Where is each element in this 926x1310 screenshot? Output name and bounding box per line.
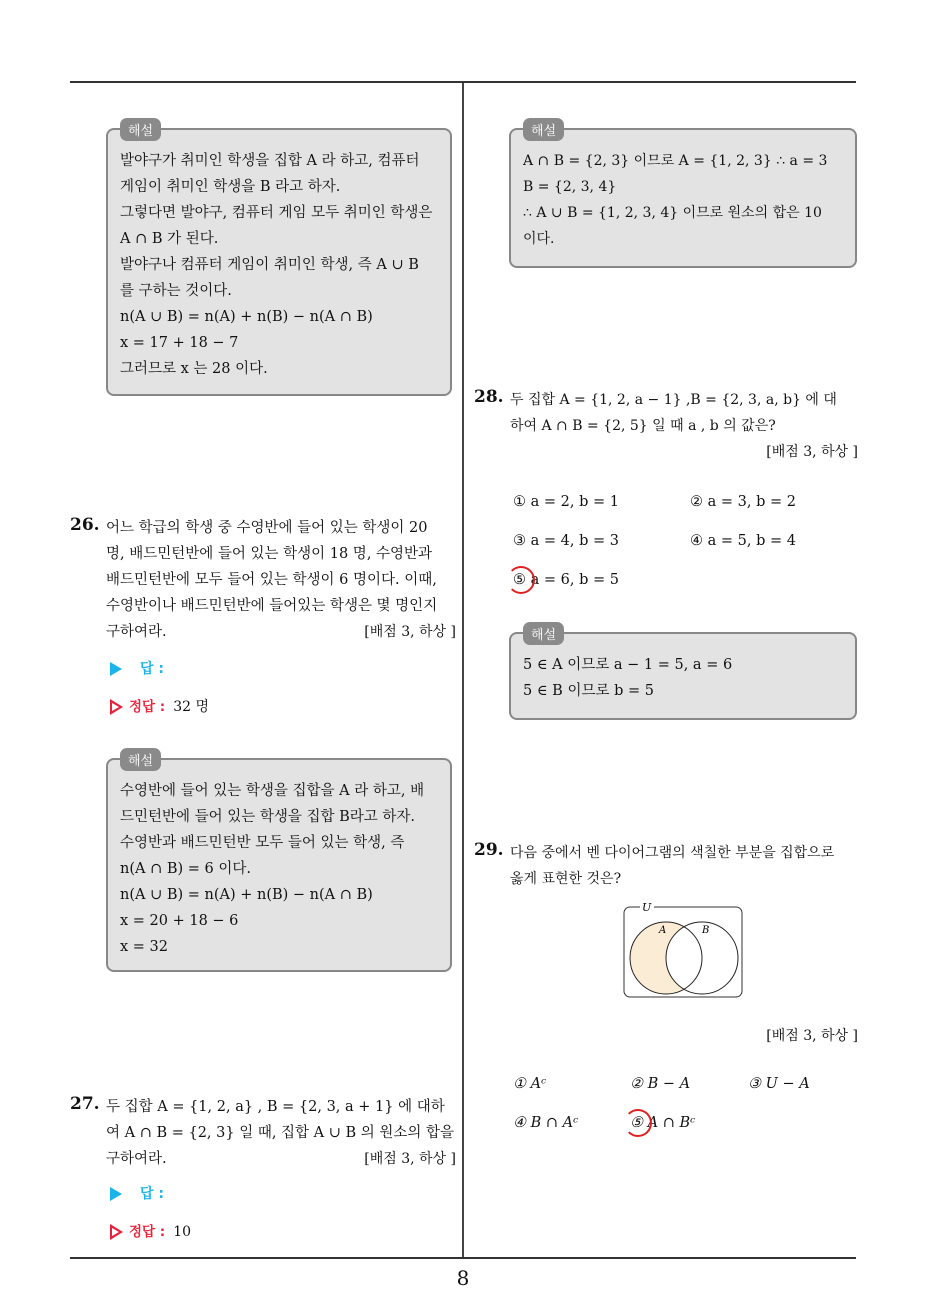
page-number: 8 — [456, 1266, 470, 1290]
venn-diagram — [618, 898, 748, 1000]
question-text-line: 두 집합 A = {1, 2, a} , B = {2, 3, a + 1} 에 대하 — [106, 1099, 445, 1115]
correct-answer-row — [110, 1220, 191, 1240]
explanation-line: 그러므로 x 는 28 이다. — [120, 361, 268, 377]
question-number: 28. — [474, 387, 504, 407]
question-number: 29. — [474, 840, 504, 860]
choice-5[interactable]: ⑤ A ∩ Bᶜ — [630, 1115, 696, 1131]
choice-4[interactable]: ④ a = 5, b = 4 — [690, 533, 796, 549]
outlined-arrow-icon — [110, 1224, 123, 1240]
explanation-line: x = 17 + 18 − 7 — [120, 335, 239, 351]
question-text-line: 구하여라. — [106, 624, 167, 640]
play-arrow-icon — [110, 662, 122, 676]
choice-4[interactable]: ④ B ∩ Aᶜ — [513, 1115, 579, 1131]
explanation-line: B = {2, 3, 4} — [523, 179, 617, 195]
correct-value: 10 — [173, 1224, 192, 1240]
question-26 — [70, 515, 456, 645]
answer-row — [110, 658, 164, 678]
explanation-line: 5 ∈ B 이므로 b = 5 — [523, 683, 654, 699]
score-label: [배점 3, 하상 ] — [766, 1028, 858, 1044]
explanation-line: ∴ A ∪ B = {1, 2, 3, 4} 이므로 원소의 합은 10 — [523, 205, 822, 221]
correct-label: 정답 : — [129, 699, 166, 715]
selected-answer-circle — [624, 1109, 652, 1137]
explanation-line: 발야구가 취미인 학생을 집합 A 라 하고, 컴퓨터 — [120, 153, 420, 169]
universe-label: U — [642, 901, 652, 914]
score-label: [배점 3, 하상 ] — [766, 444, 858, 460]
question-text-line: 여 A ∩ B = {2, 3} 일 때, 집합 A ∪ B 의 원소의 합을 — [106, 1125, 455, 1141]
question-text-line: 배드민턴반에 모두 들어 있는 학생이 6 명이다. 이때, — [106, 572, 437, 588]
set-a-label: A — [659, 925, 667, 936]
score-label: [배점 3, 하상 ] — [364, 1151, 456, 1167]
question-text-line: 다음 중에서 벤 다이어그램의 색칠한 부분을 집합으로 — [510, 845, 835, 861]
choice-3[interactable]: ③ U − A — [748, 1076, 810, 1092]
explanation-line: x = 32 — [120, 939, 168, 955]
question-28 — [474, 387, 858, 461]
explanation-line: 그렇다면 발야구, 컴퓨터 게임 모두 취미인 학생은 — [120, 205, 433, 221]
explanation-box-26 — [106, 754, 452, 972]
explanation-line: 드민턴반에 들어 있는 학생을 집합 B라고 하자. — [120, 809, 416, 825]
question-text-line: 어느 학급의 학생 중 수영반에 들어 있는 학생이 20 — [106, 520, 428, 536]
explanation-line: 이다. — [523, 231, 555, 247]
choice-1[interactable]: ① a = 2, b = 1 — [513, 494, 619, 510]
set-b-label: B — [702, 925, 710, 936]
question-number: 27. — [70, 1094, 100, 1114]
question-text-line: 두 집합 A = {1, 2, a − 1} ,B = {2, 3, a, b} 에 대 — [510, 392, 837, 408]
choice-2[interactable]: ② B − A — [630, 1076, 691, 1092]
explanation-line: n(A ∪ B) = n(A) + n(B) − n(A ∩ B) — [120, 887, 373, 903]
explanation-line: 수영반에 들어 있는 학생을 집합을 A 라 하고, 배 — [120, 783, 425, 799]
question-29 — [474, 840, 858, 892]
explanation-line: x = 20 + 18 − 6 — [120, 913, 239, 929]
question-27 — [70, 1094, 456, 1172]
explanation-box-27 — [509, 124, 857, 268]
explanation-tag: 해설 — [120, 748, 161, 771]
answer-label: 답 : — [140, 661, 164, 677]
correct-label: 정답 : — [129, 1224, 166, 1240]
explanation-tag: 해설 — [523, 622, 564, 645]
explanation-line: 5 ∈ A 이므로 a − 1 = 5, a = 6 — [523, 657, 733, 673]
bottom-rule — [70, 1257, 856, 1259]
explanation-line: n(A ∩ B) = 6 이다. — [120, 861, 251, 877]
question-text-line: 하여 A ∩ B = {2, 5} 일 때 a , b 의 값은? — [510, 418, 776, 434]
explanation-tag: 해설 — [120, 118, 161, 141]
explanation-line: 게임이 취미인 학생을 B 라고 하자. — [120, 179, 341, 195]
choice-1[interactable]: ① Aᶜ — [513, 1076, 547, 1092]
explanation-box-25 — [106, 124, 452, 396]
correct-value: 32 명 — [173, 699, 209, 715]
correct-answer-row — [110, 695, 209, 716]
selected-answer-circle — [507, 566, 535, 594]
question-text-line: 옳게 표현한 것은? — [510, 871, 622, 887]
question-number: 26. — [70, 515, 100, 535]
explanation-line: n(A ∪ B) = n(A) + n(B) − n(A ∩ B) — [120, 309, 373, 325]
score-label: [배점 3, 하상 ] — [364, 624, 456, 640]
question-text-line: 구하여라. — [106, 1151, 167, 1167]
column-divider — [462, 83, 464, 1257]
explanation-line: 발야구나 컴퓨터 게임이 취미인 학생, 즉 A ∪ B — [120, 257, 419, 273]
explanation-line: 를 구하는 것이다. — [120, 283, 232, 299]
explanation-line: 수영반과 배드민턴반 모두 들어 있는 학생, 즉 — [120, 835, 405, 851]
outlined-arrow-icon — [110, 699, 123, 715]
play-arrow-icon — [110, 1187, 122, 1201]
answer-label: 답 : — [140, 1186, 164, 1202]
explanation-box-28 — [509, 628, 857, 720]
question-text-line: 수영반이나 배드민턴반에 들어있는 학생은 몇 명인지 — [106, 598, 438, 614]
choice-2[interactable]: ② a = 3, b = 2 — [690, 494, 796, 510]
answer-row — [110, 1183, 164, 1203]
explanation-line: A ∩ B = {2, 3} 이므로 A = {1, 2, 3} ∴ a = 3 — [523, 153, 828, 169]
explanation-tag: 해설 — [523, 118, 564, 141]
choice-3[interactable]: ③ a = 4, b = 3 — [513, 533, 619, 549]
question-text-line: 명, 배드민턴반에 들어 있는 학생이 18 명, 수영반과 — [106, 546, 433, 562]
explanation-line: A ∩ B 가 된다. — [120, 231, 219, 247]
choice-5[interactable]: ⑤ a = 6, b = 5 — [513, 572, 619, 588]
